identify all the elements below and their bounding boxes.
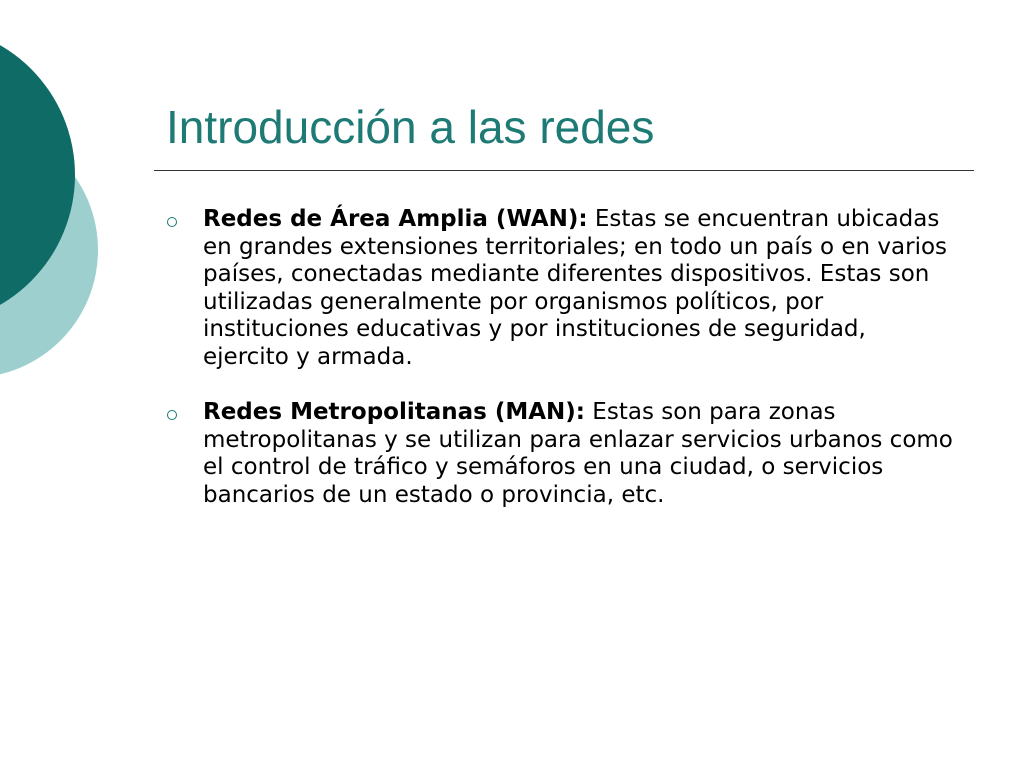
hollow-circle-bullet-icon: [167, 410, 177, 420]
bullet-term: Redes Metropolitanas (MAN):: [203, 399, 585, 425]
decorative-circles: [0, 0, 120, 420]
bullet-text: Estas se encuentran ubicadas en grandes extensiones territoriales; en todo un país o en varios países, conectadas mediante diferentes dispositivos. Estas son utilizadas generalmente por organismos políticos, por instituciones educativas y por instituciones de seguridad, ejercito y armada.: [203, 206, 948, 370]
bullet-item-wan: [165, 206, 955, 371]
title-divider: [154, 170, 974, 171]
hollow-circle-bullet-icon: [167, 217, 177, 227]
bullet-text: Estas son para zonas metropolitanas y se utilizan para enlazar servicios urbanos como el control de tráfico y semáforos en una ciudad, o servicios bancarios de un estado o provincia, etc.: [203, 399, 953, 508]
bullet-item-man: [165, 399, 955, 509]
slide-title: Introducción a las redes: [166, 101, 655, 153]
bullet-term: Redes de Área Amplia (WAN):: [203, 206, 588, 232]
bullet-list: [165, 206, 955, 537]
